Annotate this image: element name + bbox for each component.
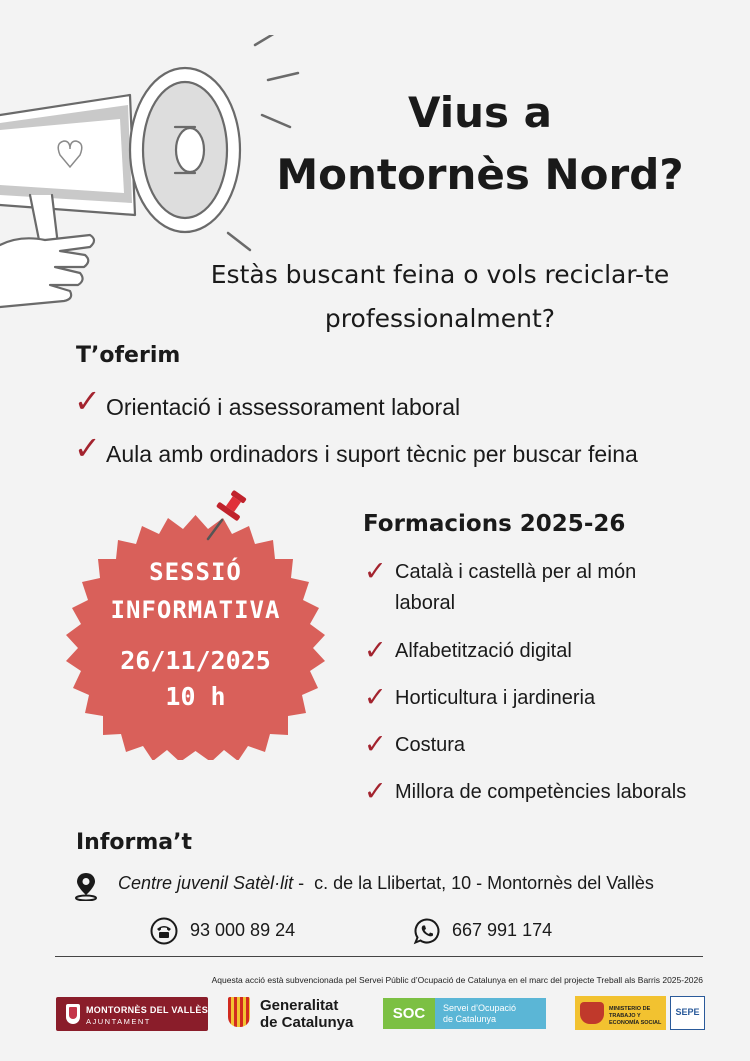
offer-heading: T’oferim [76, 343, 181, 368]
check-icon: ✓ [74, 429, 101, 467]
subtitle-line-1: Estàs buscant feina o vols reciclar-te [210, 260, 670, 289]
sepe-label: SEPE [675, 1007, 700, 1017]
street-address: c. de la Llibertat, 10 - Montornès del Vallès [314, 873, 654, 893]
soc-logo-line-2: de Catalunya [443, 1014, 497, 1024]
session-title-line-1: SESSIÓ [149, 558, 242, 586]
contact-heading: Informa’t [76, 830, 193, 855]
session-date: 26/11/2025 [120, 646, 271, 675]
training-item-text: Català i castellà per al món laboral [395, 561, 637, 614]
soc-logo-short: SOC [383, 998, 435, 1029]
phone-number[interactable]: 93 000 89 24 [190, 920, 296, 940]
generalitat-logo-line-1: Generalitat [260, 997, 339, 1014]
check-icon: ✓ [364, 682, 387, 713]
divider [55, 956, 703, 957]
check-icon: ✓ [364, 635, 387, 666]
training-item-text: Millora de competències laborals [395, 781, 687, 803]
check-icon: ✓ [364, 776, 387, 807]
title-line-1: Vius a [407, 88, 553, 137]
training-item-text: Alfabetització digital [395, 640, 572, 662]
montornes-logo-line-1: MONTORNÈS DEL VALLÈS [86, 1005, 209, 1015]
offer-item-text: Orientació i assessorament laboral [106, 394, 461, 420]
montornes-logo-line-2: AJUNTAMENT [86, 1017, 151, 1026]
training-item [364, 557, 704, 621]
subtitle [160, 253, 720, 341]
training-item [364, 730, 704, 762]
trainings-heading: Formacions 2025-26 [363, 511, 626, 537]
place-name: Centre juvenil Satèl·lit [118, 873, 294, 893]
generalitat-logo-line-2: de Catalunya [260, 1014, 354, 1031]
training-item [364, 636, 704, 668]
training-item-text: Costura [395, 734, 466, 756]
whatsapp-icon [413, 917, 441, 945]
offer-item [74, 382, 694, 424]
soc-logo [383, 998, 546, 1029]
funding-note: Aquesta acció està subvencionada pel Servei Públic d’Ocupació de Catalunya en el marc del projecte Treball als Barris 2025-2026 [211, 975, 703, 985]
address [118, 873, 654, 894]
training-item [364, 683, 704, 715]
training-item [364, 777, 704, 841]
generalitat-logo [228, 995, 368, 1033]
spain-crest-icon [580, 1002, 604, 1024]
session-time: 10 h [165, 682, 226, 711]
montornes-logo [56, 997, 208, 1031]
training-item-text: Horticultura i jardineria [395, 687, 596, 709]
soc-logo-name [443, 1003, 516, 1025]
check-icon: ✓ [74, 382, 101, 420]
title-line-2: Montornès Nord? [276, 150, 684, 199]
subtitle-line-2: professionalment? [324, 304, 556, 333]
session-title-line-2: INFORMATIVA [110, 596, 281, 624]
soc-logo-line-1: Servei d’Ocupació [443, 1003, 517, 1013]
montornes-crest-icon [66, 1004, 80, 1024]
location-pin-icon [74, 871, 98, 901]
check-icon: ✓ [364, 556, 387, 587]
offer-item [74, 429, 694, 497]
page-title [255, 82, 705, 206]
generalitat-shield-icon [228, 997, 250, 1027]
pushpin-icon [200, 487, 255, 542]
check-icon: ✓ [364, 729, 387, 760]
ministry-name: MINISTERIO DE TRABAJO Y ECONOMÍA SOCIAL [609, 1006, 662, 1026]
session-badge-text [63, 553, 328, 715]
ministry-sepe-logo [575, 996, 705, 1030]
whatsapp-number[interactable]: 667 991 174 [452, 920, 553, 940]
phone-icon [150, 917, 178, 945]
offer-item-text: Aula amb ordinadors i suport tècnic per buscar feina [106, 441, 638, 467]
address-separator: - [293, 873, 315, 893]
